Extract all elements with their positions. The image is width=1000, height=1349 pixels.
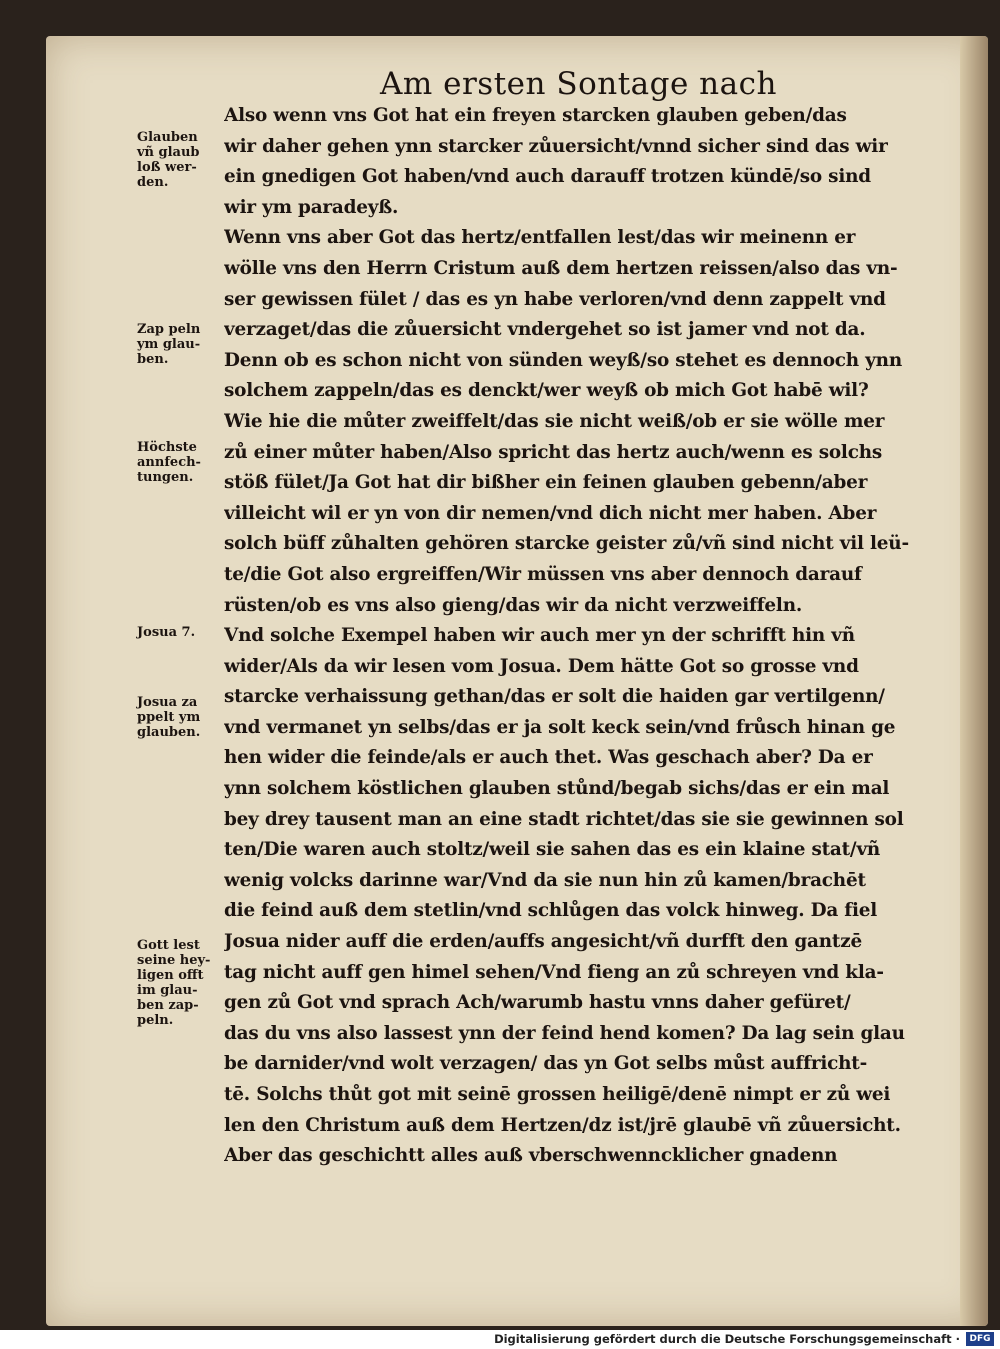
text-line: ynn solchem köstlichen glauben stůnd/begab sichs/das er ein mal (224, 778, 890, 800)
margin-note-line: Glauben (137, 130, 198, 145)
margin-note-6 (137, 938, 223, 1028)
text-line: bey drey tausent man an eine stadt richtet/das sie sie gewinnen sol (224, 808, 904, 830)
text-line: tag nicht auff gen himel sehen/Vnd fieng an zů schreyen vnd kla‑ (224, 961, 884, 983)
text-line: len den Christum auß dem Hertzen/dz ist/jrē glaubē vñ zůuersicht. (224, 1114, 901, 1136)
text-line: be darnider/vnd wolt verzagen/ das yn Got selbs můst auffricht‑ (224, 1053, 868, 1075)
margin-note-line: Josua 7. (137, 625, 196, 640)
body-text (224, 101, 928, 1172)
text-line: die feind auß dem stetlin/vnd schlůgen das volck hinweg. Da fiel (224, 900, 878, 922)
margin-note-line: ym glau‑ (137, 337, 201, 352)
margin-note-line: tungen. (137, 470, 194, 485)
margin-note-5 (137, 695, 223, 740)
margin-note-line: ben. (137, 352, 169, 367)
text-line: solchem zappeln/das es denckt/wer weyß ob mich Got habē wil? (224, 380, 869, 402)
text-line: Josua nider auff die erden/auffs angesicht/vñ durfft den gantzē (224, 931, 862, 953)
text-line: solch büff zůhalten gehören starcke geister zů/vñ sind nicht vil leü‑ (224, 533, 909, 555)
text-line: te/die Got also ergreiffen/Wir müssen vns aber dennoch darauf (224, 563, 862, 585)
text-line: Denn ob es schon nicht von sünden weyß/so stehet es dennoch ynn (224, 349, 902, 371)
text-line: stöß fület/Ja Got hat dir bißher ein feinen glauben gebenn/aber (224, 472, 868, 494)
text-line: hen wider die feinde/als er auch thet. Was geschach aber? Da er (224, 747, 873, 769)
text-line: Also wenn vns Got hat ein freyen starcken glauben geben/das (224, 105, 847, 126)
margin-note-line: Höchste (137, 440, 197, 455)
margin-note-4 (137, 625, 223, 640)
text-line: ser gewissen fület / das es yn habe verloren/vnd denn zappelt vnd (224, 288, 886, 310)
text-line: rüsten/ob es vns also gieng/das wir da nicht verzweiffeln. (224, 594, 803, 616)
text-line: wir daher gehen ynn starcker zůuersicht/vnnd sicher sind das wir (224, 135, 888, 157)
margin-note-3 (137, 440, 223, 485)
margin-note-line: seine hey‑ (137, 953, 211, 968)
text-line: wölle vns den Herrn Cristum auß dem hertzen reissen/also das vn‑ (224, 257, 898, 279)
margin-note-1 (137, 130, 223, 190)
margin-note-2 (137, 322, 223, 367)
margin-note-line: den. (137, 175, 169, 190)
text-line: zů einer můter haben/Also spricht das hertz auch/wenn es solchs (224, 441, 883, 463)
text-line: Wie hie die můter zweiffelt/das sie nicht weiß/ob er sie wölle mer (224, 410, 885, 432)
text-line: wider/Als da wir lesen vom Josua. Dem hätte Got so grosse vnd (224, 655, 859, 677)
text-line: tē. Solchs thůt got mit seinē grossen heiligē/denē nimpt er zů wei (224, 1084, 891, 1105)
text-line: ten/Die waren auch stoltz/weil sie sahen das es ein klaine stat/vñ (224, 839, 881, 861)
dfg-logo-icon: DFG (966, 1332, 994, 1346)
text-line: wir ym paradeyß. (224, 196, 399, 218)
margin-note-line: Zap peln (137, 322, 201, 337)
page-edge (960, 36, 988, 1326)
margin-note-line: ligen offt (137, 968, 204, 983)
margin-note-line: peln. (137, 1013, 174, 1028)
text-line: gen zů Got vnd sprach Ach/warumb hastu vnns daher gefüret/ (224, 992, 851, 1014)
text-line: villeicht wil er yn von dir nemen/vnd dich nicht mer haben. Aber (224, 502, 877, 524)
margin-note-line: annfech‑ (137, 455, 201, 470)
margin-note-line: im glau‑ (137, 983, 198, 998)
text-line: Aber das geschichtt alles auß vberschwenncklicher gnadenn (224, 1145, 838, 1167)
text-line: vnd vermanet yn selbs/das er ja solt keck sein/vnd frůsch hinan ge (224, 716, 896, 738)
margin-note-line: Josua za (137, 695, 198, 710)
margin-note-line: glauben. (137, 725, 201, 740)
margin-note-line: vñ glaub (137, 145, 200, 160)
text-line: das du vns also lassest ynn der feind hend komen? Da lag sein glau (224, 1022, 905, 1044)
margin-note-line: ppelt ym (137, 710, 201, 725)
text-line: Vnd solche Exempel haben wir auch mer yn der schrifft hin vñ (224, 625, 855, 647)
margin-note-line: Gott lest (137, 938, 200, 953)
margin-note-line: loß wer‑ (137, 160, 197, 175)
text-line: starcke verhaissung gethan/das er solt die haiden gar vertilgenn/ (224, 686, 885, 708)
text-line: verzaget/das die zůuersicht vndergehet so ist jamer vnd not da. (224, 319, 866, 341)
footer-credit: Digitalisierung gefördert durch die Deutsche Forschungsgemeinschaft · (494, 1332, 960, 1346)
text-line: Wenn vns aber Got das hertz/entfallen lest/das wir meinenn er (224, 227, 856, 249)
margin-note-line: ben zap‑ (137, 998, 199, 1013)
text-line: wenig volcks darinne war/Vnd da sie nun hin zů kamen/brachēt (224, 869, 866, 891)
footer-bar (0, 1330, 1000, 1349)
running-heading: Am ersten Sontage nach (380, 66, 777, 102)
text-line: ein gnedigen Got haben/vnd auch darauff trotzen kündē/so sind (224, 166, 871, 188)
